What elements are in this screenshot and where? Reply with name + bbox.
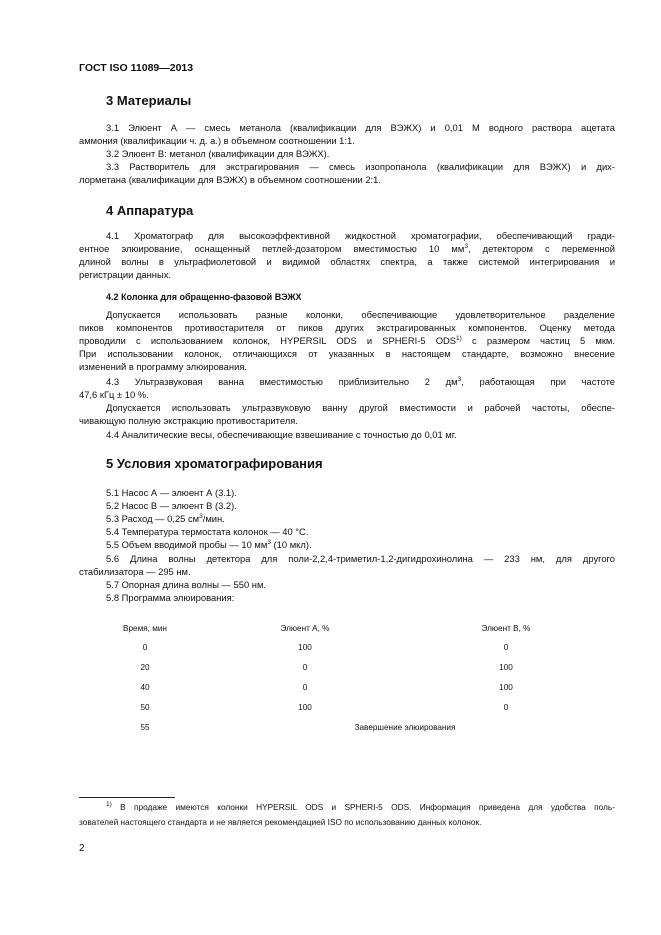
table-cell: 100 [499, 663, 513, 672]
s3-line-1: 3.1 Элюент А — смесь метанола (квалификации для ВЭЖХ) и 0,01 М водного раствора ацетата [106, 122, 615, 133]
table-cell: 100 [499, 683, 513, 692]
p41-line-4: регистрации данных. [79, 269, 172, 280]
p43-line-1: 4.3 Ультразвуковая ванна вместимостью приблизительно 2 $дм^3$, работающая при частоте [106, 376, 615, 387]
p43-line-4: чивающую полную экстракцию противостарителя. [79, 415, 298, 426]
document-header: ГОСТ ISO 11089—2013 [79, 62, 194, 74]
table-cell: 20 [140, 663, 150, 672]
s5-line-8: 5.8 Программа элюирования: [106, 592, 235, 603]
s5-line-2: 5.2 Насос В — элюент В (3.2). [106, 500, 237, 511]
s3-line-4: 3.3 Растворитель для экстрагирования — смесь изопропанола (квалификации для ВЭЖХ) и дих- [106, 161, 615, 172]
p43-line-2: 47,6 кГц ± 10 %. [79, 389, 149, 400]
table-cell: 100 [298, 703, 312, 712]
p42-line-1: Допускается использовать разные колонки, обеспечивающие удовлетворительное разделение [106, 309, 615, 320]
table-cell: 0 [142, 643, 148, 652]
p42-line-3: проводили с использованием колонок, HYPERSIL ODS и SPHERI-5 ODS$^{1)}$ с размером частиц 5 мкм. [79, 335, 615, 346]
table-cell: 40 [140, 683, 150, 692]
table-cell: 0 [302, 663, 308, 672]
s3-line-5: лорметана (квалификации для ВЭЖХ) в объемном соотношении 2:1. [79, 174, 381, 185]
table-cell: 55 [140, 723, 150, 732]
section-5-title: 5 Условия хроматографирования [106, 456, 323, 471]
p44-line: 4.4 Аналитические весы, обеспечивающие взвешивание с точностью до 0,01 мг. [106, 429, 457, 440]
table-header-time: Время, мин [123, 624, 167, 633]
p41-line-3: длиной волны в ультрафиолетовой и видимой областях спектра, а также системой интегрирования и [79, 256, 615, 267]
page-number: 2 [79, 843, 85, 854]
footnote-line-1: $^{1)}$ В продаже имеются колонки HYPERSIL ODS и SPHERI-5 ODS. Информация приведена для удобства поль- [106, 801, 615, 812]
table-cell-completion: Завершение элюирования [354, 723, 456, 732]
table-cell: 50 [140, 703, 150, 712]
p42-line-5: изменений в программу элюирования. [79, 361, 247, 372]
section-3-title: 3 Материалы [106, 93, 192, 108]
footnote-divider [79, 797, 175, 798]
subsection-4-2-title: 4.2 Колонка для обращенно-фазовой ВЭЖХ [106, 292, 302, 302]
s5-line-5: 5.5 Объем вводимой пробы — 10 $мм^3$ (10 мкл). [106, 539, 312, 550]
table-cell: 0 [503, 703, 509, 712]
section-4-title: 4 Аппаратура [106, 203, 194, 218]
s3-line-2: аммония (квалификации ч. д. а.) в объемном соотношении 1:1. [79, 135, 355, 146]
s5-line-6b: стабилизатора — 295 нм. [79, 566, 191, 577]
p41-line-1: 4.1 Хроматограф для высокоэффективной жидкостной хроматографии, обеспечивающий гради- [106, 230, 615, 241]
s5-line-4: 5.4 Температура термостата колонок — 40 °С. [106, 526, 309, 537]
s5-line-3: 5.3 Расход — 0,25 $см^3$/мин. [106, 513, 225, 524]
table-cell: 0 [302, 683, 308, 692]
table-cell: 100 [298, 643, 312, 652]
s5-line-1: 5.1 Насос А — элюент А (3.1). [106, 487, 237, 498]
s5-line-7: 5.7 Опорная длина волны — 550 нм. [106, 579, 267, 590]
s3-line-3: 3.2 Элюент В: метанол (квалификации для ВЭЖХ). [106, 148, 330, 159]
p43-line-3: Допускается использовать ультразвуковую ванну другой вместимости и рабочей частоты, обеспе- [106, 402, 615, 413]
footnote-line-2: зователей настоящего стандарта и не является рекомендацией ISO по использованию данных колонок. [79, 817, 482, 827]
p41-line-2: ентное элюирование, оснащенный петлей-дозатором вместимостью 10 $мм^3$, детектором с переменной [79, 243, 615, 254]
table-cell: 0 [503, 643, 509, 652]
p42-line-4: При использовании колонок, отличающихся от указанных в настоящем стандарте, возможно внесение [79, 348, 615, 359]
table-header-eluent-b: Элюент В, % [481, 624, 531, 633]
p42-line-2: пиков компонентов противостарителя от пиков других экстрагированных компонентов. Оценку метода [79, 322, 615, 333]
s5-line-6a: 5.6 Длина волны детектора для поли-2,2,4-триметил-1,2-дигидрохинолина — 233 нм, для другого [106, 553, 615, 564]
table-header-eluent-a: Элюент А, % [280, 624, 330, 633]
